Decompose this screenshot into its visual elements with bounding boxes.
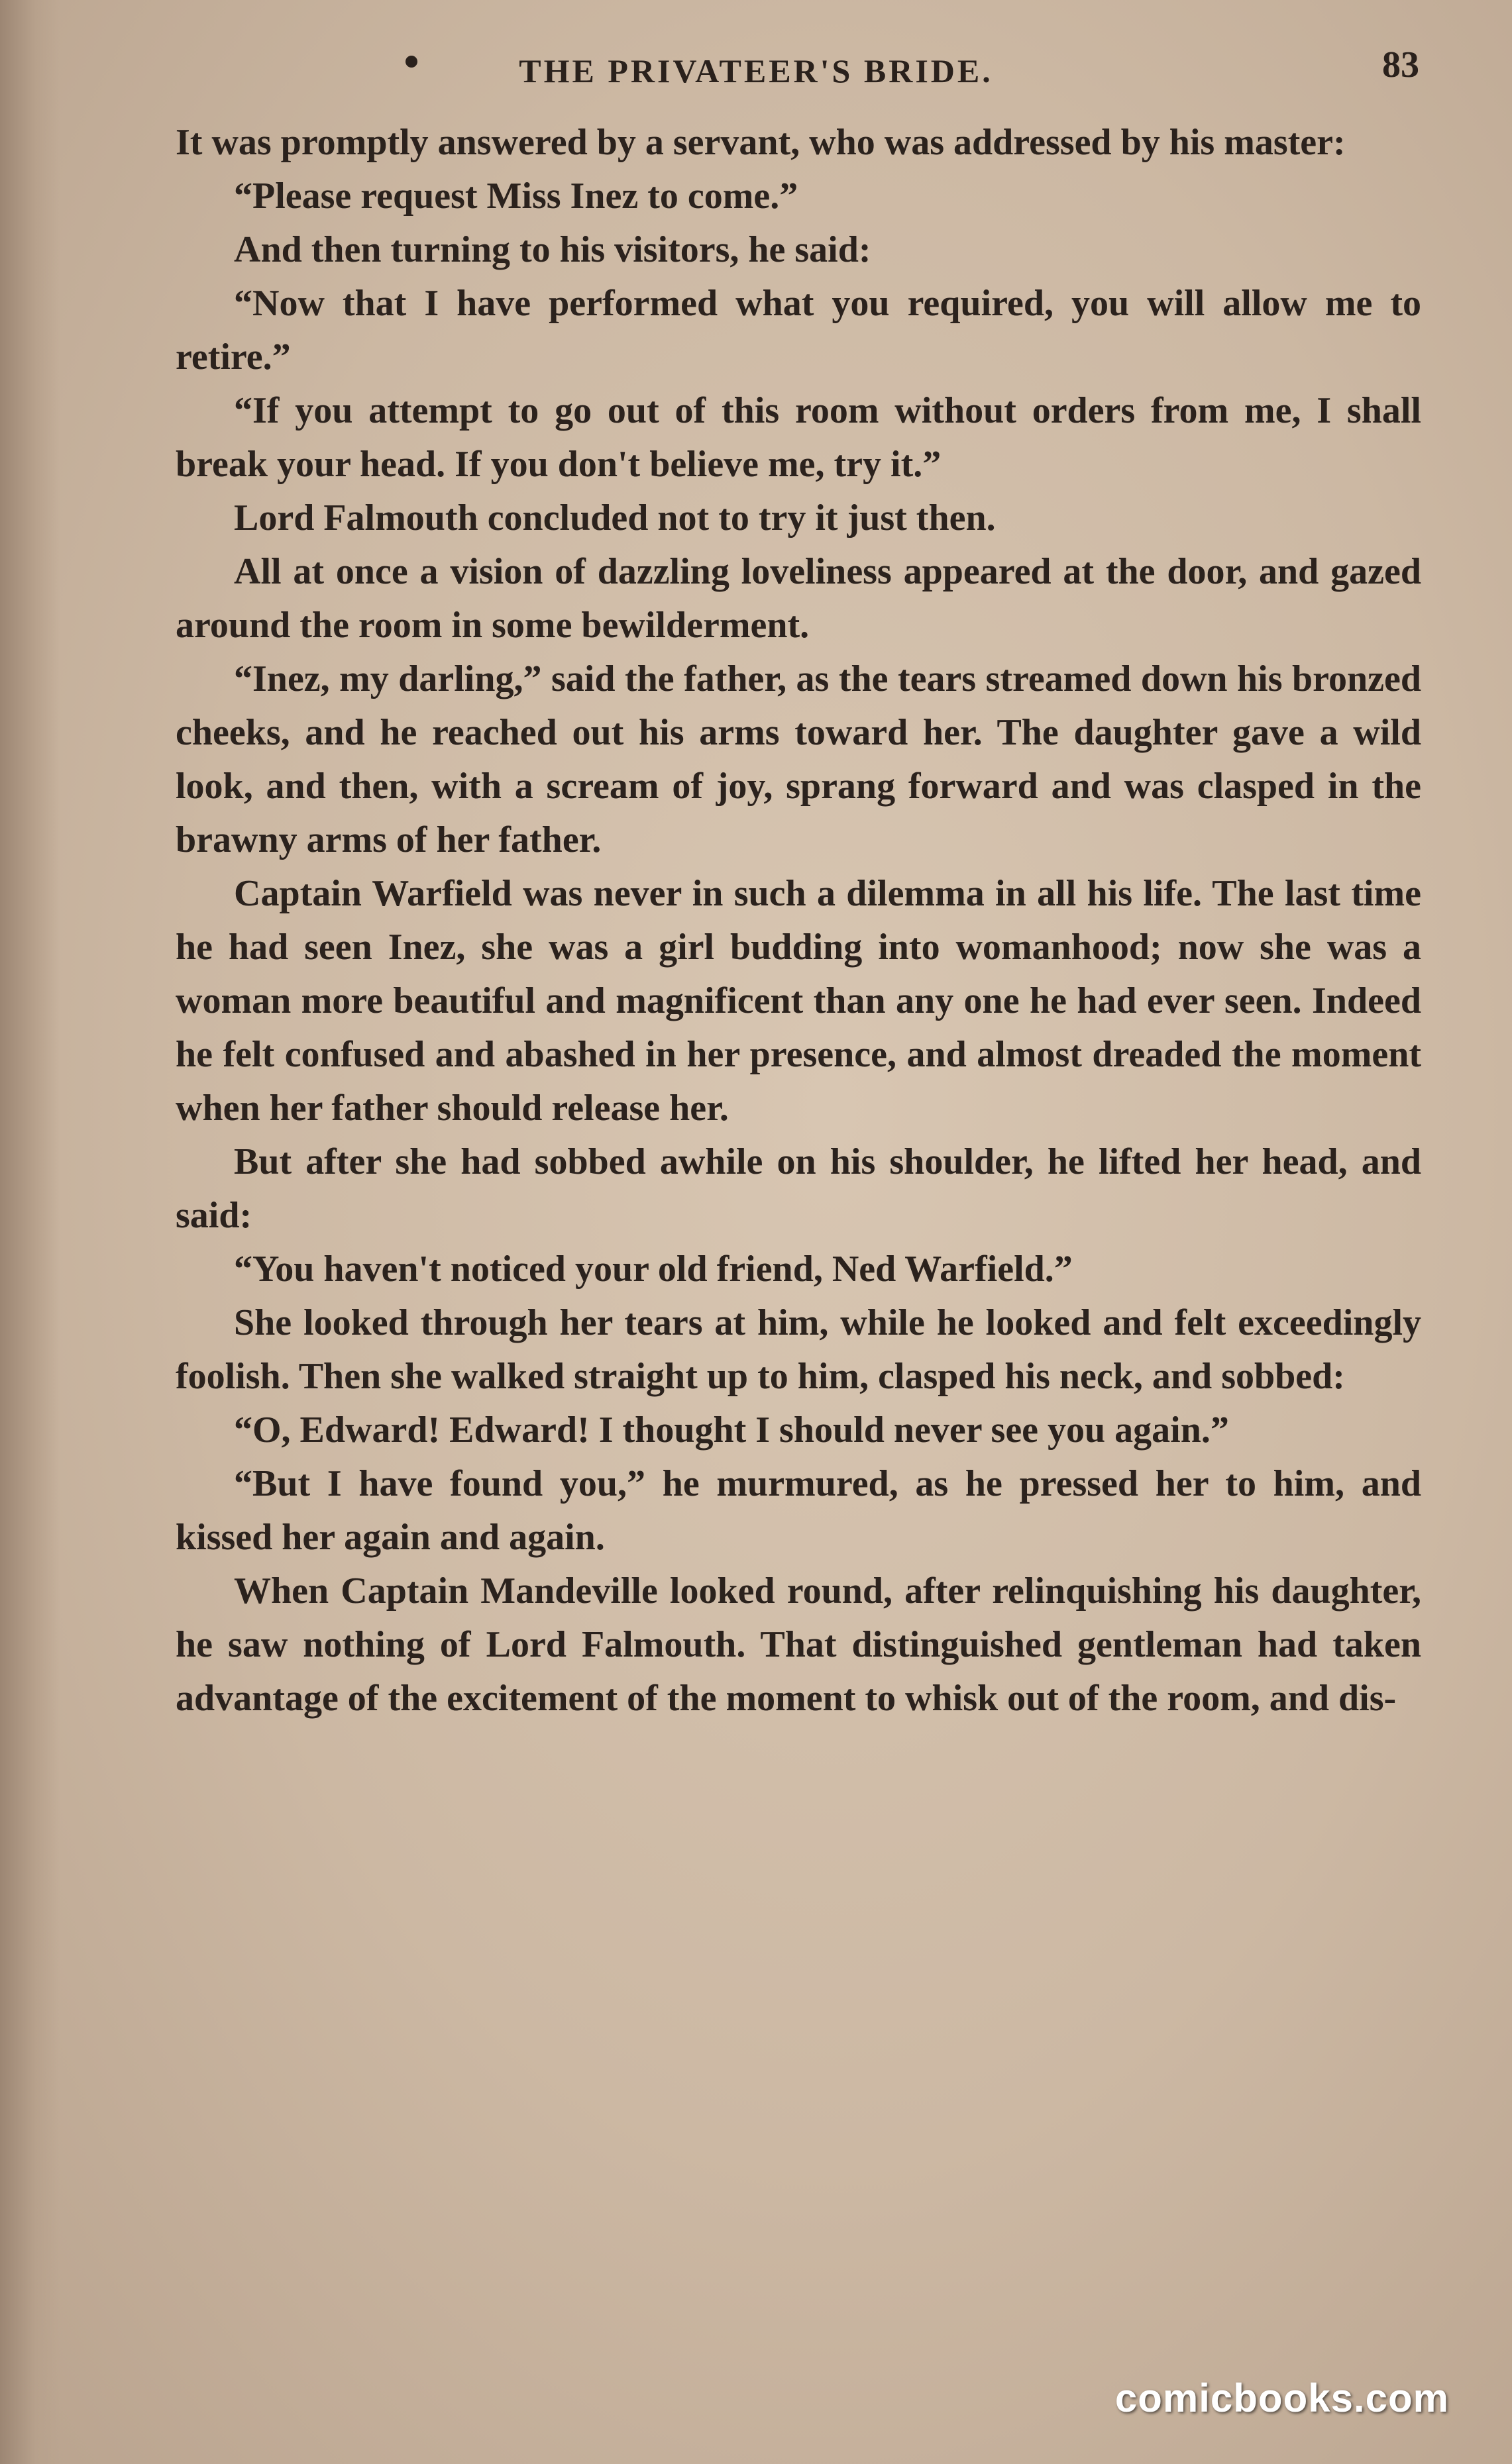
paragraph: “You haven't noticed your old friend, Ned Warfield.” <box>234 1249 1073 1290</box>
page-gutter-shadow <box>0 0 60 2464</box>
page-number: 83 <box>1382 44 1419 85</box>
paragraph: “Now that I have performed what you required, you will allow me to retire.” <box>176 283 1421 378</box>
paragraph: It was promptly answered by a servant, who was addressed by his master: <box>176 122 1346 163</box>
running-head <box>0 44 1512 98</box>
paragraph: She looked through her tears at him, while he looked and felt exceedingly foolish. Then she walked straight up to him, clasped his neck, and sobbed: <box>176 1302 1421 1397</box>
watermark-logo: comicbooks.com <box>1114 2376 1449 2420</box>
paragraph: “If you attempt to go out of this room without orders from me, I shall break your head. If you don't believe me, try it.” <box>176 390 1421 485</box>
paragraph: Lord Falmouth concluded not to try it just then. <box>234 497 996 539</box>
running-head-title: THE PRIVATEER'S BRIDE. <box>519 52 993 89</box>
paragraph: All at once a vision of dazzling loveliness appeared at the door, and gazed around the room in some bewilderment. <box>176 551 1421 646</box>
paragraph: But after she had sobbed awhile on his shoulder, he lifted her head, and said: <box>176 1141 1421 1236</box>
paragraph: “O, Edward! Edward! I thought I should never see you again.” <box>234 1410 1229 1451</box>
paragraph: Captain Warfield was never in such a dilemma in all his life. The last time he had seen Inez, she was a girl budding into womanhood; now she was a woman more beautiful and magnificent than any one he had ever seen. Indeed he felt confused and abashed in her presence, and almost dreaded the moment when her father should release her. <box>176 873 1421 1129</box>
paragraph: And then turning to his visitors, he said: <box>234 229 871 270</box>
paragraph: “But I have found you,” he murmured, as he pressed her to him, and kissed her again and again. <box>176 1463 1421 1558</box>
paragraph: When Captain Mandeville looked round, after relinquishing his daughter, he saw nothing of Lord Falmouth. That distinguished gentleman had taken advantage of the excitement of the moment to whisk out of the room, and dis- <box>176 1570 1421 1719</box>
paragraph: “Please request Miss Inez to come.” <box>234 176 798 217</box>
body-text <box>176 116 1421 1725</box>
paragraph: “Inez, my darling,” said the father, as the tears streamed down his bronzed cheeks, and he reached out his arms toward her. The daughter gave a wild look, and then, with a scream of joy, sprang forward and was clasped in the brawny arms of her father. <box>176 658 1421 860</box>
